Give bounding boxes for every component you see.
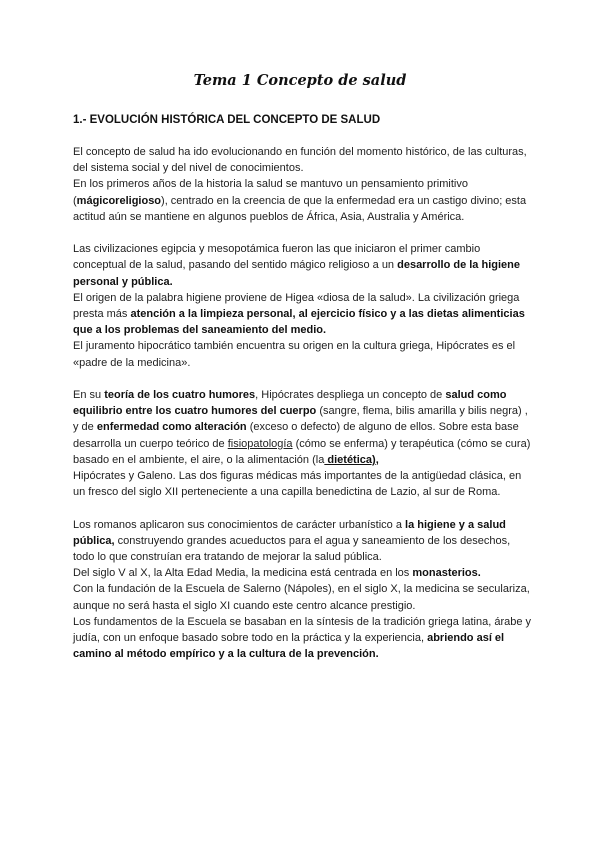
bold-text: enfermedad como alteración — [96, 421, 247, 434]
text-span: (exceso o defecto) de alguno de ellos. Sobre esta base desarrolla un cuerpo teórico de — [73, 421, 519, 450]
bold-text: la higiene y a salud pública, — [73, 518, 506, 547]
document-body — [73, 144, 533, 662]
document-title: Tema 1 Concepto de salud — [193, 72, 407, 89]
text-span: ), centrado en la creencia de que la enfermedad era un castigo divino; esta actitud aún se mantiene en algunos pueblos de África, Asia, Australia y América. — [73, 194, 527, 223]
text-span: , Hipócrates despliega un concepto de — [255, 389, 446, 402]
text-span: (sangre, flema, bilis amarilla y bilis negra) , y de — [73, 405, 528, 434]
paragraph-2 — [73, 241, 533, 371]
underlined-text: dietética) — [324, 453, 376, 466]
text-span: construyendo grandes acueductos para el agua y saneamiento de los desechos, todo lo que construían era tratando de mejorar la salud pública. — [73, 534, 511, 564]
text-span: Del siglo V al X, la Alta Edad Media, la medicina está centrada en los — [73, 567, 413, 580]
bold-text: teoría de los cuatro humores — [104, 389, 256, 402]
paragraph-3 — [73, 387, 533, 500]
text-span: Los romanos aplicaron sus conocimientos de carácter urbanístico a — [73, 518, 406, 531]
underlined-text: fisiopatología — [227, 437, 293, 450]
text-span: El juramento hipocrático también encuentra su origen en la cultura griega, Hipócrates es el «padre de la medicina». — [73, 340, 516, 369]
text-span: (cómo se enferma) y terapéutica (cómo se cura) basado en el ambiente, el aire, o la alimentación (la — [73, 437, 531, 466]
text-span: Las civilizaciones egipcia y mesopotámica fueron las que iniciaron el primer cambio conceptual de la salud, pasando del sentido mágico religioso a un — [73, 243, 481, 272]
bold-text: mágicoreligioso — [76, 194, 162, 207]
paragraph-1 — [73, 144, 533, 225]
text-span: En los primeros años de la historia la salud se mantuvo un pensamiento primitivo ( — [73, 178, 468, 207]
text-span: Hipócrates y Galeno. Las dos figuras médicas más importantes de la antigüedad clásica, en un fresco del siglo XII perteneciente a una capilla benedictina de Lazio, al sur de Roma. — [73, 470, 522, 499]
text-span: El origen de la palabra higiene proviene de Higea «diosa de la salud». La civilización griega presta más — [73, 291, 520, 321]
text-span: En su — [73, 389, 105, 402]
bold-text: atención a la limpieza personal, al ejercicio físico y a las dietas alimenticias que a los problemas del saneamiento del medio. — [73, 308, 525, 337]
bold-text: abriendo así el camino al método empírico y a la cultura de la prevención. — [73, 632, 505, 661]
section-heading: 1.- EVOLUCIÓN HISTÓRICA DEL CONCEPTO DE SALUD — [73, 114, 381, 126]
bold-text: salud como equilibrio entre los cuatro humores del cuerpo — [73, 389, 507, 418]
bold-underlined-text — [324, 454, 378, 466]
text-span: , — [375, 453, 379, 466]
text-span: Con la fundación de la Escuela de Salerno (Nápoles), en el siglo X, la medicina se seculariza, aunque no será hasta el siglo XI cuando este centro alcance prestigio. — [73, 583, 530, 612]
text-span: El concepto de salud ha ido evolucionando en función del momento histórico, de las culturas, del sistema social y del nivel de conocimientos. — [73, 146, 527, 175]
bold-text: monasterios. — [412, 567, 481, 580]
paragraph-4 — [73, 517, 533, 663]
bold-text: desarrollo de la higiene personal y pública. — [73, 259, 520, 288]
text-span: Los fundamentos de la Escuela se basaban en la síntesis de la tradición griega latina, árabe y judía, con un enfoque basado sobre todo en la práctica y la experiencia, — [73, 615, 532, 645]
